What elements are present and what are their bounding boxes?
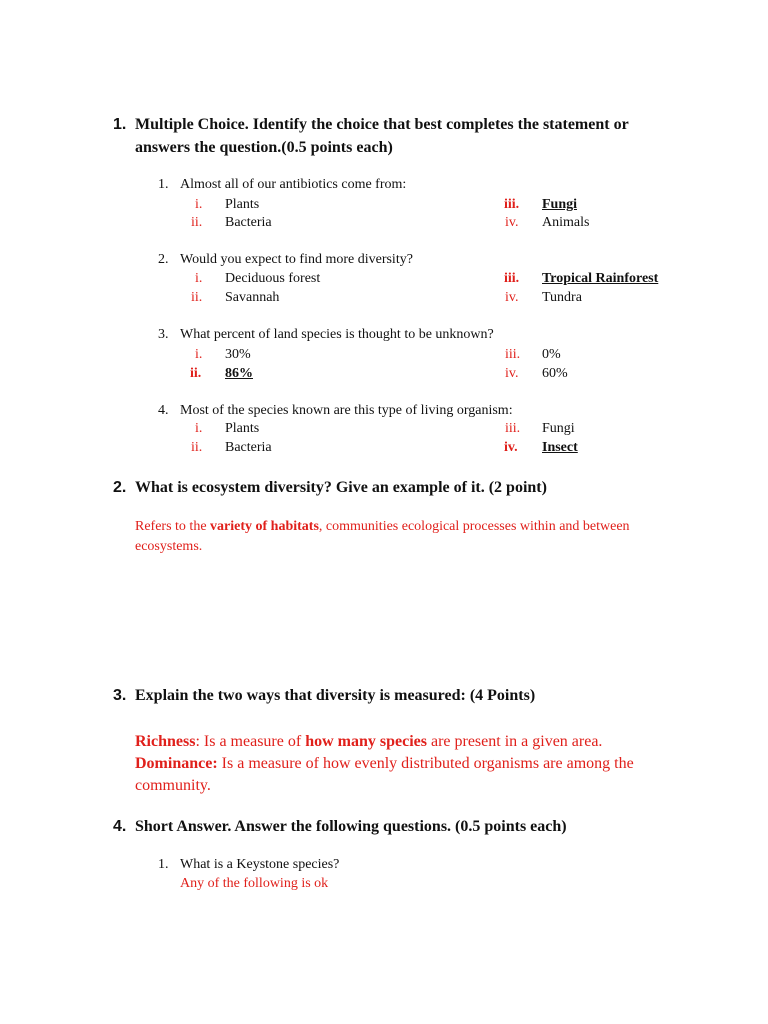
option-numeral-correct: ii. — [190, 366, 202, 381]
section-4-number: 4. — [113, 818, 127, 835]
option-numeral: i. — [195, 347, 203, 362]
option-numeral: ii. — [191, 440, 203, 455]
answer-highlight: variety of habitats — [210, 519, 319, 534]
section-1-title-line1: Multiple Choice. Identify the choice that best completes the statement or — [135, 116, 629, 133]
question-answer: Any of the following is ok — [180, 876, 329, 891]
option-numeral: iii. — [505, 421, 521, 436]
section-2-answer — [135, 517, 645, 557]
option-numeral: iii. — [505, 347, 521, 362]
option-text: 0% — [542, 347, 561, 362]
option-text-correct: 86% — [225, 366, 253, 381]
question-text: Most of the species known are this type of living organism: — [180, 403, 513, 418]
option-text-correct: Fungi — [542, 197, 578, 212]
question-number: 1. — [158, 177, 169, 192]
option-numeral: iv. — [505, 215, 519, 230]
option-numeral-correct: iii. — [504, 197, 520, 212]
option-text: Tundra — [542, 290, 582, 305]
option-numeral-correct: iii. — [504, 271, 520, 286]
option-text: Bacteria — [225, 440, 272, 455]
option-text: 30% — [225, 347, 251, 362]
option-numeral: ii. — [191, 290, 203, 305]
richness-text: : Is a measure of — [195, 733, 306, 750]
answer-text: , communities ecological processes within and between ecosystems. — [135, 519, 630, 554]
section-1-title-line2: answers the question.(0.5 points each) — [135, 139, 393, 156]
section-2-title: What is ecosystem diversity? Give an example of it. (2 point) — [135, 479, 547, 496]
dominance-term: Dominance: — [135, 755, 218, 772]
option-text: Savannah — [225, 290, 280, 305]
dominance-line — [135, 753, 665, 797]
question-number: 1. — [158, 857, 169, 872]
question-text: Would you expect to find more diversity? — [180, 252, 413, 267]
option-text: Fungi — [542, 421, 575, 436]
section-3-number: 3. — [113, 687, 127, 704]
richness-highlight: how many species — [305, 733, 427, 750]
option-numeral: i. — [195, 197, 203, 212]
option-numeral: i. — [195, 271, 203, 286]
option-numeral: iv. — [505, 290, 519, 305]
richness-term: Richness — [135, 733, 196, 750]
section-2-number: 2. — [113, 479, 127, 496]
answer-text: Refers to the — [135, 519, 211, 534]
question-text: Almost all of our antibiotics come from: — [180, 177, 407, 192]
section-4-title: Short Answer. Answer the following questions. (0.5 points each) — [135, 818, 567, 835]
option-text: 60% — [542, 366, 568, 381]
section-3-answer — [135, 731, 665, 797]
option-numeral: ii. — [191, 215, 203, 230]
option-text: Bacteria — [225, 215, 272, 230]
option-text: Plants — [225, 197, 260, 212]
section-1-number: 1. — [113, 116, 127, 133]
option-numeral: i. — [195, 421, 203, 436]
question-number: 4. — [158, 403, 169, 418]
dominance-text: Is a measure of how evenly distributed organisms are among the community. — [135, 755, 634, 794]
option-numeral-correct: iv. — [504, 440, 518, 455]
richness-line — [135, 731, 665, 753]
option-text-correct: Insect — [542, 440, 578, 455]
section-3-title: Explain the two ways that diversity is measured: (4 Points) — [135, 687, 536, 704]
question-number: 3. — [158, 327, 169, 342]
question-text: What percent of land species is thought to be unknown? — [180, 327, 494, 342]
option-text: Plants — [225, 421, 260, 436]
question-number: 2. — [158, 252, 169, 267]
richness-text: are present in a given area. — [426, 733, 603, 750]
option-text: Deciduous forest — [225, 271, 321, 286]
option-text-correct: Tropical Rainforest — [542, 271, 659, 286]
question-text: What is a Keystone species? — [180, 857, 340, 872]
option-text: Animals — [542, 215, 590, 230]
option-numeral: iv. — [505, 366, 519, 381]
